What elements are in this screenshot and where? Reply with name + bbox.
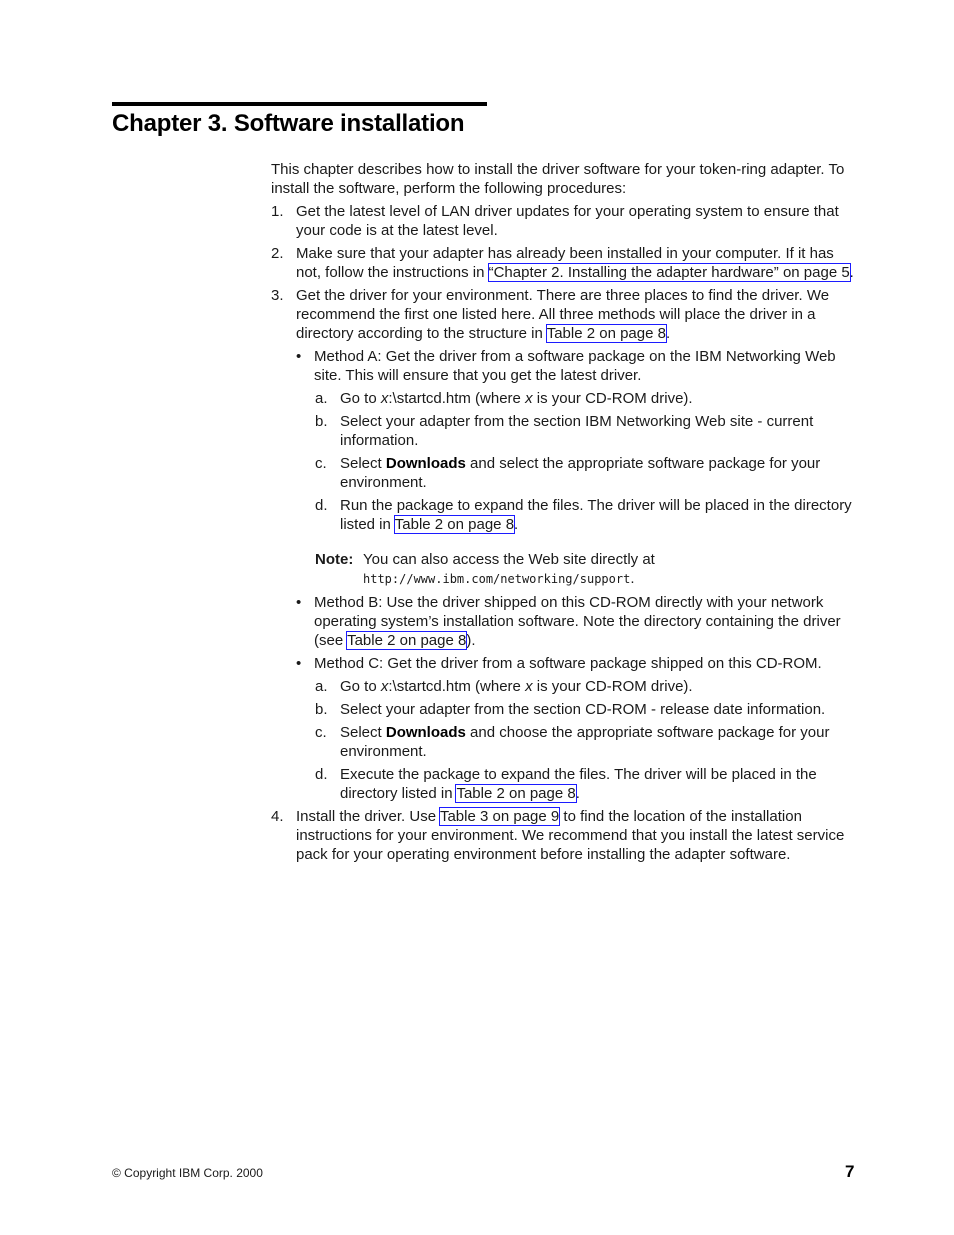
table-2-link[interactable]: Table 2 on page 8 <box>546 325 666 342</box>
step-text: Make sure that your adapter has already been installed in your computer. If it has not, follow the instructions in <box>296 245 834 281</box>
method-c-step-c: c. Select Downloads and choose the appropriate software package for your environment. <box>315 724 830 760</box>
bullet: • <box>296 594 302 611</box>
method-c-step-b: b. Select your adapter from the section CD-ROM - release date information. <box>315 701 826 718</box>
support-url: http://www.ibm.com/networking/support <box>363 572 631 586</box>
method-b: • Method B: Use the driver shipped on this CD-ROM directly with your network operating system’s installation software. Note the directory containing the driver (see Table 2 on page 8). <box>296 594 841 649</box>
note-text: You can also access the Web site directly at <box>363 551 655 568</box>
page-number: 7 <box>845 1162 855 1181</box>
step-number: 2. <box>271 245 284 262</box>
method-a-step-d: d. Run the package to expand the files. The driver will be placed in the directory listed in Table 2 on page 8. <box>315 497 852 533</box>
method-a-step-b: b. Select your adapter from the section IBM Networking Web site - current information. <box>315 413 814 449</box>
chapter-2-link[interactable]: “Chapter 2. Installing the adapter hardware” on page 5 <box>488 264 850 281</box>
table-2-link[interactable]: Table 2 on page 8 <box>456 785 576 802</box>
method-a-step-a: a. Go to x:\startcd.htm (where x is your CD-ROM drive). <box>315 390 693 407</box>
table-2-link[interactable]: Table 2 on page 8 <box>347 632 467 649</box>
step-3: 3. Get the driver for your environment. There are three places to find the driver. We recommend the first one listed here. All three methods will place the driver in a directory according to the structure in Table 2 on page 8. <box>271 287 830 342</box>
intro-text: This chapter describes how to install the driver software for your token-ring adapter. To install the software, perform the following procedures: <box>271 161 845 197</box>
step-number: 3. <box>271 287 284 304</box>
step-text: Get the latest level of LAN driver updates for your operating system to ensure that your code is at the latest level. <box>296 203 839 239</box>
step-text: Get the driver for your environment. There are three places to find the driver. We recommend the first one listed here. All three methods will place the driver in a directory according to the structure in <box>296 287 830 342</box>
method-c <box>271 654 861 673</box>
method-c-step-d: d. Execute the package to expand the files. The driver will be placed in the directory listed in Table 2 on page 8. <box>315 766 817 802</box>
bullet: • <box>296 655 302 672</box>
note: Note: You can also access the Web site directly at http://www.ibm.com/networking/support. <box>315 551 655 587</box>
method-a-text: Method A: Get the driver from a software package on the IBM Networking Web site. This will ensure that you get the latest driver. <box>314 348 836 384</box>
step-number: 1. <box>271 203 284 220</box>
chapter-rule <box>112 102 487 106</box>
method-a-step-c: c. Select Downloads and select the appropriate software package for your environment. <box>315 455 821 491</box>
downloads-label: Downloads <box>385 724 466 741</box>
bullet: • <box>296 348 302 365</box>
step-1 <box>271 202 861 240</box>
method-c-step-a: a. Go to x:\startcd.htm (where x is your CD-ROM drive). <box>315 678 693 695</box>
table-3-link[interactable]: Table 3 on page 9 <box>439 808 560 825</box>
chapter-body <box>271 160 861 868</box>
method-c-text: Method C: Get the driver from a software package shipped on this CD-ROM. <box>314 655 822 672</box>
step-number: 4. <box>271 808 284 825</box>
chapter-title: Chapter 3. Software installation <box>112 110 465 137</box>
note-label: Note: <box>315 551 354 568</box>
downloads-label: Downloads <box>385 455 466 472</box>
step-2: 2. Make sure that your adapter has already been installed in your computer. If it has not, follow the instructions in “Chapter 2. Installing the adapter hardware” on page 5. <box>271 245 854 281</box>
copyright: © Copyright IBM Corp. 2000 <box>112 1166 263 1180</box>
table-2-link[interactable]: Table 2 on page 8 <box>394 516 515 533</box>
step-4: 4. Install the driver. Use Table 3 on page 9 to find the location of the installation instructions for your environment. We recommend that you install the latest service pack for your operating environment before installing the adapter software. <box>271 808 845 863</box>
method-a <box>271 347 861 385</box>
